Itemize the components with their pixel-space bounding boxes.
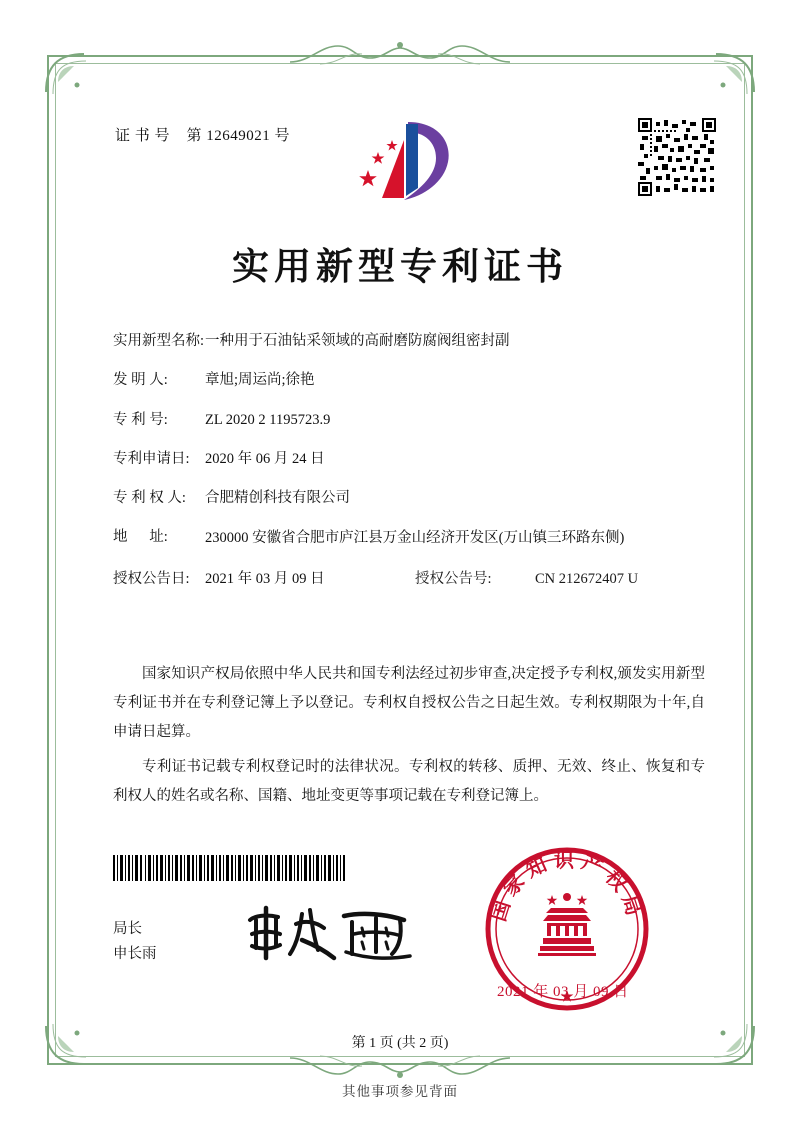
certificate-number-label: 证 书 号 bbox=[115, 128, 171, 144]
field-label-secondary: 授权公告号: bbox=[415, 570, 492, 587]
field-label: 专 利 号: bbox=[113, 411, 168, 428]
qr-code-icon bbox=[638, 118, 716, 196]
field-value-secondary: CN 212672407 U bbox=[535, 570, 639, 587]
signature-block bbox=[113, 917, 157, 968]
field-row-address bbox=[113, 527, 713, 551]
page-number: 第 1 页 (共 2 页) bbox=[351, 1036, 449, 1051]
legal-text bbox=[113, 660, 705, 817]
certificate-fields bbox=[113, 331, 713, 590]
field-value: 一种用于石油钻采领域的高耐磨防腐阀组密封副 bbox=[205, 333, 510, 349]
field-value: 2020 年 06 月 24 日 bbox=[205, 450, 325, 467]
field-row-application-date bbox=[113, 449, 713, 471]
director-name-label: 申长雨 bbox=[113, 946, 157, 963]
handwritten-signature-icon bbox=[240, 902, 420, 964]
field-label: 实用新型名称: bbox=[113, 333, 205, 349]
field-row-grant-announcement bbox=[113, 569, 713, 591]
field-row-inventor bbox=[113, 370, 713, 392]
svg-text:国家知识产权局: 国家知识产权局 bbox=[485, 847, 649, 924]
field-value: 230000 安徽省合肥市庐江县万金山经济开发区(万山镇三环路东侧) bbox=[205, 530, 625, 547]
back-side-note: 其他事项参见背面 bbox=[342, 1084, 458, 1099]
field-label: 专利申请日: bbox=[113, 450, 190, 467]
field-value: 章旭;周运尚;徐艳 bbox=[205, 372, 315, 389]
certificate-number-value: 第 12649021 号 bbox=[186, 128, 291, 144]
barcode-icon bbox=[113, 855, 345, 881]
field-value: 合肥精创科技有限公司 bbox=[205, 490, 350, 506]
certificate-number bbox=[115, 124, 290, 145]
field-row-patentee bbox=[113, 488, 713, 510]
field-row-utility-model-name bbox=[113, 331, 713, 353]
field-label: 发 明 人: bbox=[113, 372, 168, 389]
field-label: 地 址: bbox=[113, 529, 168, 546]
field-row-patent-number bbox=[113, 410, 713, 432]
legal-paragraph: 专利证书记载专利权登记时的法律状况。专利权的转移、质押、无效、终止、恢复和专利权人的姓名或名称、国籍、地址变更等事项记载在专利登记簿上。 bbox=[113, 759, 705, 804]
legal-paragraph: 国家知识产权局依照中华人民共和国专利法经过初步审查,决定授予专利权,颁发实用新型专利证书并在专利登记簿上予以登记。专利权自授权公告之日起生效。专利权期限为十年,自申请日起算。 bbox=[113, 666, 705, 740]
field-value: 2021 年 03 月 09 日 bbox=[205, 570, 325, 587]
field-label: 专 利 权 人: bbox=[113, 490, 186, 506]
cnipa-emblem-icon bbox=[352, 112, 456, 216]
director-title-label: 局长 bbox=[113, 921, 142, 937]
seal-date: 2021 年 03 月 09 日 bbox=[497, 984, 629, 1000]
page-title: 实用新型专利证书 bbox=[232, 244, 568, 288]
top-flourish-icon bbox=[290, 40, 510, 74]
field-value: ZL 2020 2 1195723.9 bbox=[205, 411, 331, 428]
field-label: 授权公告日: bbox=[113, 570, 190, 587]
